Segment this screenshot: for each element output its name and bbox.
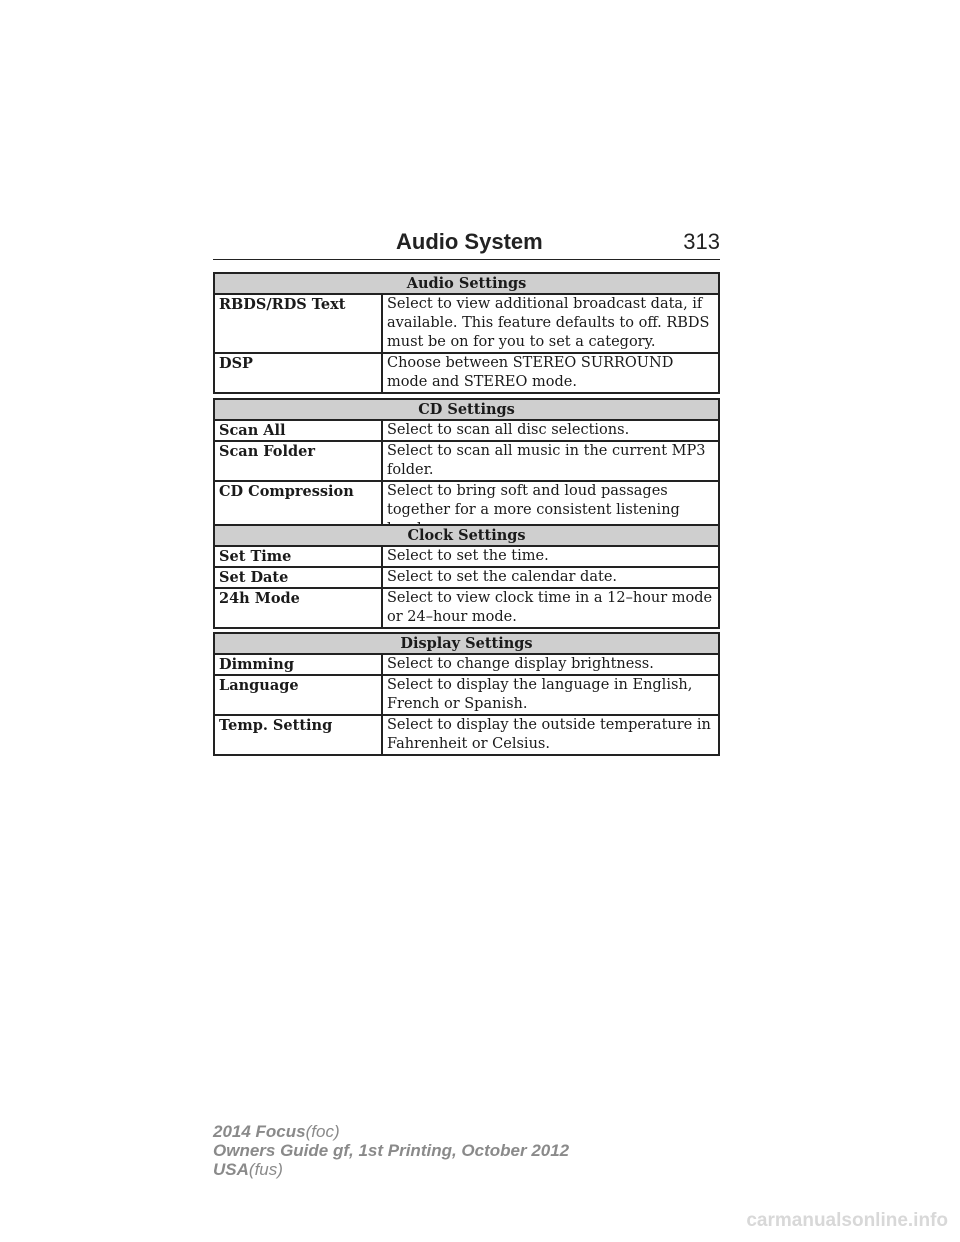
setting-name: Dimming bbox=[214, 654, 382, 675]
table-title: CD Settings bbox=[214, 399, 719, 420]
watermark: carmanualsonline.info bbox=[746, 1210, 948, 1231]
footer-model-code: (foc) bbox=[305, 1122, 340, 1141]
display-settings-table bbox=[213, 632, 720, 756]
setting-description: Select to display the outside temperature in Fahrenheit or Celsius. bbox=[382, 715, 719, 755]
setting-description: Select to scan all music in the current MP3 folder. bbox=[382, 441, 719, 481]
table-row bbox=[214, 588, 719, 628]
page-header bbox=[213, 229, 720, 260]
table-row bbox=[214, 715, 719, 755]
footer-guide: Owners Guide gf, 1st Printing, October 2012 bbox=[213, 1141, 570, 1160]
setting-description: Select to change display brightness. bbox=[382, 654, 719, 675]
cd-settings-table bbox=[213, 398, 720, 541]
table-row bbox=[214, 546, 719, 567]
footer-market: USA bbox=[213, 1160, 249, 1179]
audio-settings-table bbox=[213, 272, 720, 394]
setting-description: Select to display the language in English, French or Spanish. bbox=[382, 675, 719, 715]
table-row bbox=[214, 567, 719, 588]
setting-description: Select to set the calendar date. bbox=[382, 567, 719, 588]
setting-name: DSP bbox=[214, 353, 382, 393]
footer-model: 2014 Focus bbox=[213, 1122, 306, 1141]
section-title: Audio System bbox=[396, 229, 543, 254]
setting-name: Set Date bbox=[214, 567, 382, 588]
table-title: Clock Settings bbox=[214, 525, 719, 546]
setting-name: CD Compression bbox=[214, 481, 382, 540]
setting-description: Select to view additional broadcast data, if available. This feature defaults to off. RBDS must be on for you to set a category. bbox=[382, 294, 719, 353]
setting-name: Scan Folder bbox=[214, 441, 382, 481]
setting-name: Set Time bbox=[214, 546, 382, 567]
setting-name: RBDS/RDS Text bbox=[214, 294, 382, 353]
setting-description: Select to bring soft and loud passages together for a more consistent listening bbox=[382, 481, 719, 540]
page-footer bbox=[213, 1122, 569, 1179]
setting-description: Select to set the time. bbox=[382, 546, 719, 567]
table-title: Display Settings bbox=[214, 633, 719, 654]
setting-description: Select to scan all disc selections. bbox=[382, 420, 719, 441]
setting-name: Temp. Setting bbox=[214, 715, 382, 755]
clock-settings-table bbox=[213, 524, 720, 629]
table-row bbox=[214, 420, 719, 441]
setting-name: Language bbox=[214, 675, 382, 715]
table-row bbox=[214, 441, 719, 481]
table-title: Audio Settings bbox=[214, 273, 719, 294]
setting-description: Choose between STEREO SURROUND mode and STEREO mode. bbox=[382, 353, 719, 393]
footer-market-code: (fus) bbox=[248, 1160, 283, 1179]
table-row bbox=[214, 675, 719, 715]
setting-description: Select to view clock time in a 12–hour mode or 24–hour mode. bbox=[382, 588, 719, 628]
setting-name: Scan All bbox=[214, 420, 382, 441]
table-row bbox=[214, 654, 719, 675]
setting-name: 24h Mode bbox=[214, 588, 382, 628]
page-number: 313 bbox=[683, 229, 720, 254]
table-row bbox=[214, 294, 719, 353]
table-row bbox=[214, 353, 719, 393]
